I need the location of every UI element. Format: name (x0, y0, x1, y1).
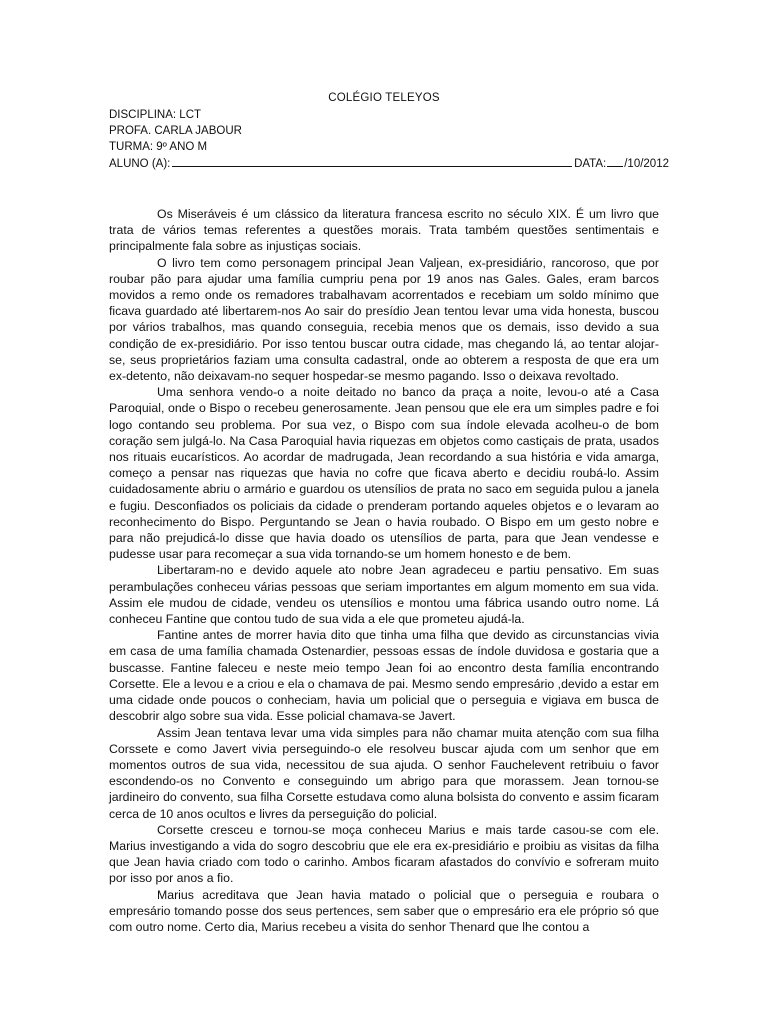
turma-line: TURMA: 9º ANO M (109, 141, 208, 153)
paragraph: O livro tem como personagem principal Jean Valjean, ex-presidiário, rancoroso, que por roubar pão para ajudar uma família cumpriu pena por 19 anos nas Gales. Gales, eram barcos movidos a remo onde os remadores trabalhavam acorrentados e recebiam um soldo mínimo que ficava guardado até libertarem-nos Ao sair do presídio Jean tentou levar uma vida honesta, buscou por vários trabalhos, mas quando conseguia, recebia menos que os demais, isso devido a sua condição de ex-presidiário. Por isso tentou buscar outra cidade, mas chegando lá, ao tentar alojar-se, seus proprietários faziam uma consulta cadastral, onde ao obterem a resposta de que era um ex-detento, não deixavam-no sequer hospedar-se mesmo pagando. Isso o deixava revoltado. (109, 255, 659, 384)
data-value: /10/2012 (624, 158, 669, 170)
paragraph: Libertaram-no e devido aquele ato nobre Jean agradeceu e partiu pensativo. Em suas perambulações conheceu várias pessoas que seriam importantes em algum momento em sua vida. Assim ele mudou de cidade, vendeu os utensílios e montou uma fábrica usando outro nome. Lá conheceu Fantine que contou tudo de sua vida a ele que prometeu ajudá-la. (109, 563, 659, 627)
paragraph: Marius acreditava que Jean havia matado o policial que o perseguia e roubara o empresário tomando posse dos seus pertences, sem saber que o empresário era ele próprio só que com outro nome. Certo dia, Marius recebeu a visita do senhor Thenard que lhe contou a (109, 887, 659, 934)
header-block (109, 107, 669, 171)
paragraph: Corsette cresceu e tornou-se moça conheceu Marius e mais tarde casou-se com ele. Marius investigando a vida do sogro descobriu que ele era ex-presidiário e proibiu as visitas da filha que Jean havia criado com todo o carinho. Ambos ficaram afastados do convívio e sofreram muito por isso por anos a fio. (109, 822, 659, 886)
paragraph: Os Miseráveis é um clássico da literatura francesa escrito no século XIX. É um livro que trata de vários temas referentes a questões morais. Trata também questões sentimentais e principalmente fala sobre as injustiças sociais. (109, 207, 659, 254)
professora-line: PROFA. CARLA JABOUR (109, 125, 242, 137)
aluno-line (109, 155, 669, 171)
aluno-name-blank (172, 155, 572, 167)
aluno-label: ALUNO (A): (109, 158, 171, 170)
paragraph: Assim Jean tentava levar uma vida simples para não chamar muita atenção com sua filha Corssete e como Javert vivia perseguindo-o ele resolveu buscar ajuda com um senhor que em momentos outros de sua vida, necessitou de sua ajuda. O senhor Fauchelevent retribuiu o favor escondendo-os no Convento e conseguindo um abrigo para que morassem. Jean tornou-se jardineiro do convento, sua filha Corsette estudava como aluna bolsista do convento e assim ficaram cerca de 10 anos ocultos e livres da perseguição do policial. (109, 725, 659, 821)
disciplina-line: DISCIPLINA: LCT (109, 109, 202, 121)
data-label: DATA: (574, 158, 607, 170)
date-day-blank (607, 155, 623, 167)
paragraph: Fantine antes de morrer havia dito que tinha uma filha que devido as circunstancias vivia em casa de uma família chamada Ostenardier, pessoas essas de índole duvidosa e gostaria que a buscasse. Fantine faleceu e neste meio tempo Jean foi ao encontro desta família encontrando Corsette. Ele a levou e a criou e ela o chamava de pai. Mesmo sendo empresário ,devido a estar em uma cidade onde poucos o conheciam, havia um policial que o perseguia e vigiava em busca de descobrir algo sobre sua vida. Esse policial chamava-se Javert. (109, 628, 659, 724)
school-name: COLÉGIO TELEYOS (328, 92, 440, 104)
body-text (109, 206, 659, 935)
paragraph: Uma senhora vendo-o a noite deitado no banco da praça a noite, levou-o até a Casa Paroquial, onde o Bispo o recebeu generosamente. Jean pensou que ele era um simples padre e foi logo contando seu problema. Por sua vez, o Bispo com sua índole elevada acolheu-o de bom coração sem julgá-lo. Na Casa Paroquial havia riquezas em objetos como castiçais de prata, usados nos rituais eucarísticos. Ao acordar de madrugada, Jean recordando a sua história e vida amarga, começo a pensar nas riquezas que havia no cofre que ficava aberto e decidiu roubá-lo. Assim cuidadosamente abriu o armário e guardou os utensílios de prata no saco em seguida pulou a janela e fugiu. Desconfiados os policiais da cidade o prenderam portando aqueles objetos e o levaram ao reconhecimento do Bispo. Perguntando se Jean o havia roubado. O Bispo em um gesto nobre e para não prejudicá-lo disse que havia doado os utensílios de parta, para que Jean vendesse e pudesse usar para recomeçar a sua vida tornando-se um homem honesto e de bem. (109, 385, 659, 562)
